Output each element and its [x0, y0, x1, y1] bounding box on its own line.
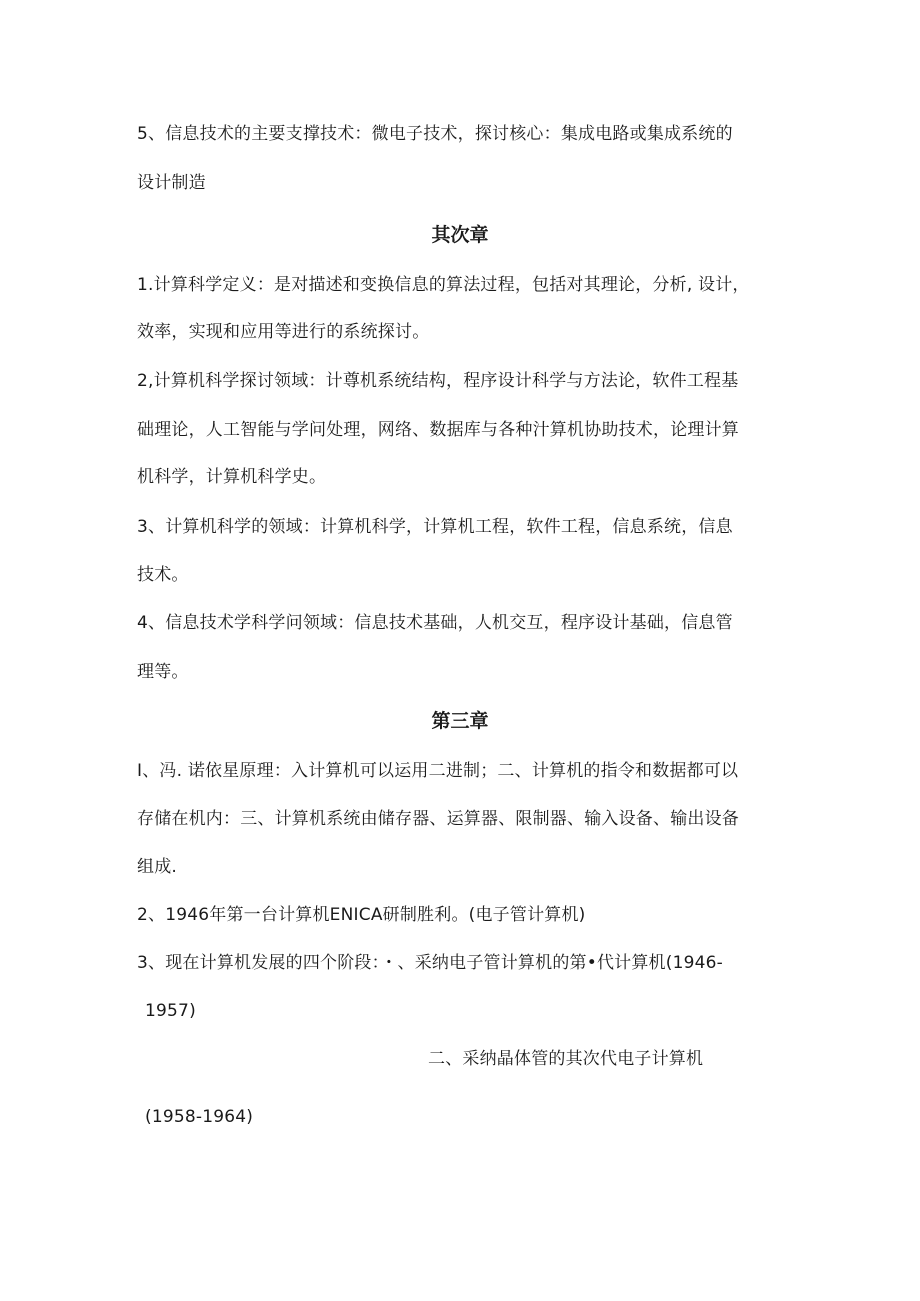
paragraph-line: (1958-1964): [145, 1107, 254, 1127]
paragraph-line: 4、信息技术学科学问领域：信息技术基础，人机交互，程序设计基础，信息管: [137, 613, 733, 633]
paragraph-line: 设计制造: [137, 173, 206, 193]
paragraph-line: 理等。: [137, 662, 189, 682]
paragraph-line: 技术。: [137, 565, 189, 585]
paragraph-line: 5、信息技术的主要支撑技术：微电子技术，探讨核心：集成电路或集成系统的: [137, 124, 733, 144]
paragraph-line: 3、现在计算机发展的四个阶段：・、采纳电子管计算机的第•代计算机(1946-: [137, 953, 723, 973]
paragraph-line: 3、计算机科学的领域：计算机科学，计算机工程，软件工程，信息系统，信息: [137, 517, 733, 537]
paragraph-line: 础理论，人工智能与学问处理，网络、数据库与各种汁算机协助技术，论理计算: [137, 420, 739, 440]
paragraph-line: 1.计算科学定义：是对描述和变换信息的算法过程，包括对其理论，分析, 设计，: [137, 275, 750, 295]
paragraph-line: 二、采纳晶体管的其次代电子计算机: [428, 1049, 704, 1069]
paragraph-line: I、冯. 诺依星原理：入计算机可以运用二进制；二、计算机的指令和数据都可以: [137, 761, 739, 781]
chapter-heading: 其次章: [431, 224, 489, 246]
paragraph-line: 2、1946年第一台计算机ENICA研制胜利。(电子管计算机): [137, 905, 586, 925]
paragraph-line: 1957): [145, 1001, 196, 1021]
paragraph-line: 机科学，计算机科学史。: [137, 467, 327, 487]
paragraph-line: 存储在机内：三、计算机系统由储存器、运算器、限制器、输入设备、输出设备: [137, 809, 739, 829]
paragraph-line: 2,计算机科学探讨领域：计尊机系统结构，程序设计科学与方法论，软件工程基: [137, 371, 739, 391]
paragraph-line: 效率，实现和应用等进行的系统探讨。: [137, 322, 430, 342]
chapter-heading: 第三章: [431, 710, 489, 732]
paragraph-line: 组成.: [137, 857, 178, 877]
